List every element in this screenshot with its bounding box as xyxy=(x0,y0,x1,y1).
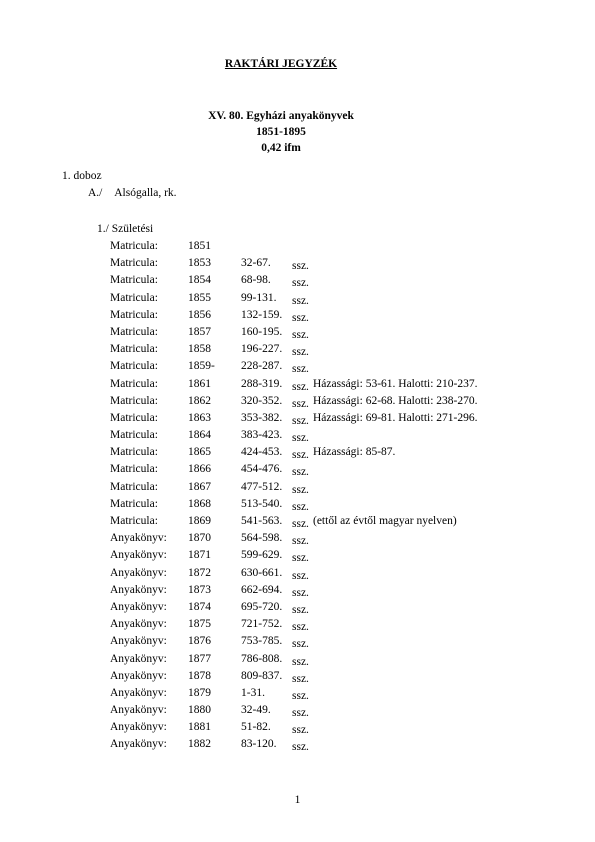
list-item xyxy=(0,685,595,702)
register-ssz: ssz. xyxy=(292,277,309,290)
register-note: Házassági: 62-68. Halotti: 238-270. xyxy=(313,394,478,407)
register-year: 1874 xyxy=(188,600,211,613)
register-ssz: ssz. xyxy=(292,500,309,513)
register-type: Matricula: xyxy=(110,463,158,476)
register-year: 1879 xyxy=(188,686,211,699)
register-type: Matricula: xyxy=(110,274,158,287)
register-type: Anyakönyv: xyxy=(110,669,167,682)
list-item xyxy=(0,444,595,461)
register-range: 99-131. xyxy=(241,291,277,304)
register-year: 1878 xyxy=(188,669,211,682)
fond-name: XV. 80. Egyházi anyakönyvek xyxy=(208,110,354,122)
list-item xyxy=(0,633,595,650)
register-year: 1856 xyxy=(188,308,211,321)
register-type: Matricula: xyxy=(110,515,158,527)
register-type: Matricula: xyxy=(110,429,158,442)
register-range: 32-67. xyxy=(241,257,271,270)
register-type: Anyakönyv: xyxy=(110,721,167,734)
register-type: Anyakönyv: xyxy=(110,532,167,545)
register-year: 1873 xyxy=(188,583,211,596)
parish-name: Alsógalla, rk. xyxy=(114,187,177,199)
list-item xyxy=(0,582,595,599)
register-type: Matricula: xyxy=(110,240,158,252)
register-year: 1875 xyxy=(188,618,211,631)
register-ssz: ssz. xyxy=(292,432,309,445)
register-ssz: ssz. xyxy=(292,414,309,427)
register-range: 83-120. xyxy=(241,738,277,751)
list-item xyxy=(0,547,595,564)
register-year: 1858 xyxy=(188,343,211,356)
register-year: 1864 xyxy=(188,429,211,442)
register-type: Matricula: xyxy=(110,257,158,270)
list-item xyxy=(0,736,595,753)
section-heading: 1./ Születési xyxy=(97,223,154,235)
register-range: 320-352. xyxy=(241,394,283,407)
register-ssz: ssz. xyxy=(292,603,309,616)
register-year: 1861 xyxy=(188,377,211,390)
fond-extent: 0,42 ifm xyxy=(261,142,301,154)
register-range: 630-661. xyxy=(241,566,283,579)
list-item xyxy=(0,376,595,393)
register-type: Anyakönyv: xyxy=(110,704,167,717)
register-year: 1868 xyxy=(188,497,211,510)
register-type: Anyakönyv: xyxy=(110,652,167,665)
register-type: Matricula: xyxy=(110,308,158,321)
list-item xyxy=(0,719,595,736)
register-type: Matricula: xyxy=(110,291,158,304)
register-ssz: ssz. xyxy=(292,724,309,737)
register-range: 424-453. xyxy=(241,446,283,459)
list-item xyxy=(0,479,595,496)
register-year: 1876 xyxy=(188,635,211,648)
list-item xyxy=(0,272,595,289)
register-type: Matricula: xyxy=(110,394,158,407)
register-type: Matricula: xyxy=(110,480,158,493)
list-item xyxy=(0,565,595,582)
register-ssz: ssz. xyxy=(292,363,309,376)
register-type: Anyakönyv: xyxy=(110,618,167,631)
register-range: 809-837. xyxy=(241,669,283,682)
register-range: 160-195. xyxy=(241,325,283,338)
list-item xyxy=(0,530,595,547)
register-ssz: ssz. xyxy=(292,741,309,754)
register-year: 1870 xyxy=(188,532,211,545)
register-ssz: ssz. xyxy=(292,518,309,530)
register-year: 1854 xyxy=(188,274,211,287)
register-year: 1863 xyxy=(188,411,211,424)
list-item xyxy=(0,427,595,444)
register-year: 1872 xyxy=(188,566,211,579)
register-type: Matricula: xyxy=(110,343,158,356)
list-item xyxy=(0,651,595,668)
register-range: 721-752. xyxy=(241,618,283,631)
register-ssz: ssz. xyxy=(292,552,309,565)
register-ssz: ssz. xyxy=(292,638,309,651)
register-range: 288-319. xyxy=(241,377,283,390)
list-item xyxy=(0,358,595,375)
list-item xyxy=(0,255,595,272)
register-year: 1855 xyxy=(188,291,211,304)
register-year: 1877 xyxy=(188,652,211,665)
register-range: 599-629. xyxy=(241,549,283,562)
register-range: 32-49. xyxy=(241,704,271,717)
register-range: 228-287. xyxy=(241,360,283,373)
register-year: 1857 xyxy=(188,325,211,338)
register-type: Matricula: xyxy=(110,325,158,338)
register-type: Anyakönyv: xyxy=(110,635,167,648)
register-range: 383-423. xyxy=(241,429,283,442)
register-range: 353-382. xyxy=(241,411,283,424)
register-range: 477-512. xyxy=(241,480,283,493)
register-range: 662-694. xyxy=(241,583,283,596)
parish-prefix: A./ xyxy=(88,187,103,199)
list-item xyxy=(0,668,595,685)
register-ssz: ssz. xyxy=(292,328,309,341)
list-item xyxy=(0,599,595,616)
register-range: 695-720. xyxy=(241,600,283,613)
register-ssz: ssz. xyxy=(292,655,309,668)
register-range: 1-31. xyxy=(241,686,265,699)
register-ssz: ssz. xyxy=(292,621,309,634)
register-year: 1880 xyxy=(188,704,211,717)
register-type: Matricula: xyxy=(110,497,158,510)
register-ssz: ssz. xyxy=(292,449,309,462)
register-list xyxy=(0,238,595,754)
list-item xyxy=(0,461,595,478)
list-item xyxy=(0,341,595,358)
register-type: Anyakönyv: xyxy=(110,583,167,596)
register-year: 1881 xyxy=(188,721,211,734)
list-item xyxy=(0,238,595,255)
register-type: Matricula: xyxy=(110,446,158,459)
list-item xyxy=(0,513,595,530)
list-item xyxy=(0,290,595,307)
register-year: 1869 xyxy=(188,515,211,527)
register-range: 51-82. xyxy=(241,721,271,734)
register-type: Anyakönyv: xyxy=(110,549,167,562)
document-title: RAKTÁRI JEGYZÉK xyxy=(224,58,338,70)
register-ssz: ssz. xyxy=(292,294,309,307)
register-range: 753-785. xyxy=(241,635,283,648)
register-year: 1851 xyxy=(188,240,211,252)
register-type: Matricula: xyxy=(110,411,158,424)
page-number: 1 xyxy=(294,794,301,806)
register-year: 1871 xyxy=(188,549,211,562)
register-year: 1859- xyxy=(188,360,215,373)
register-ssz: ssz. xyxy=(292,311,309,324)
register-type: Matricula: xyxy=(110,360,158,373)
register-type: Matricula: xyxy=(110,377,158,390)
list-item xyxy=(0,324,595,341)
list-item xyxy=(0,410,595,427)
register-range: 196-227. xyxy=(241,343,283,356)
register-ssz: ssz. xyxy=(292,689,309,702)
register-type: Anyakönyv: xyxy=(110,566,167,579)
register-ssz: ssz. xyxy=(292,380,309,393)
register-ssz: ssz. xyxy=(292,397,309,410)
register-note: Házassági: 69-81. Halotti: 271-296. xyxy=(313,411,478,424)
register-note: Házassági: 85-87. xyxy=(313,446,396,459)
register-note: Házassági: 53-61. Halotti: 210-237. xyxy=(313,377,478,390)
register-range: 454-476. xyxy=(241,463,283,476)
register-range: 541-563. xyxy=(241,515,283,527)
register-year: 1865 xyxy=(188,446,211,459)
register-ssz: ssz. xyxy=(292,569,309,582)
register-year: 1862 xyxy=(188,394,211,407)
register-year: 1867 xyxy=(188,480,211,493)
register-ssz: ssz. xyxy=(292,346,309,359)
list-item xyxy=(0,496,595,513)
list-item xyxy=(0,307,595,324)
list-item xyxy=(0,616,595,633)
register-ssz: ssz. xyxy=(292,672,309,685)
register-year: 1853 xyxy=(188,257,211,270)
register-ssz: ssz. xyxy=(292,260,309,273)
parish-heading xyxy=(88,187,177,199)
box-label: 1. doboz xyxy=(62,170,102,182)
register-type: Anyakönyv: xyxy=(110,738,167,751)
register-range: 564-598. xyxy=(241,532,283,545)
register-ssz: ssz. xyxy=(292,466,309,479)
register-range: 786-808. xyxy=(241,652,283,665)
register-type: Anyakönyv: xyxy=(110,686,167,699)
register-year: 1866 xyxy=(188,463,211,476)
register-type: Anyakönyv: xyxy=(110,600,167,613)
register-range: 68-98. xyxy=(241,274,271,287)
list-item xyxy=(0,702,595,719)
register-ssz: ssz. xyxy=(292,535,309,548)
register-ssz: ssz. xyxy=(292,586,309,599)
fond-years: 1851-1895 xyxy=(256,126,306,138)
list-item xyxy=(0,393,595,410)
register-year: 1882 xyxy=(188,738,211,751)
fond-header xyxy=(0,108,562,156)
register-ssz: ssz. xyxy=(292,483,309,496)
register-ssz: ssz. xyxy=(292,707,309,720)
register-note: (ettől az évtől magyar nyelven) xyxy=(313,515,457,527)
register-range: 513-540. xyxy=(241,497,283,510)
register-range: 132-159. xyxy=(241,308,283,321)
